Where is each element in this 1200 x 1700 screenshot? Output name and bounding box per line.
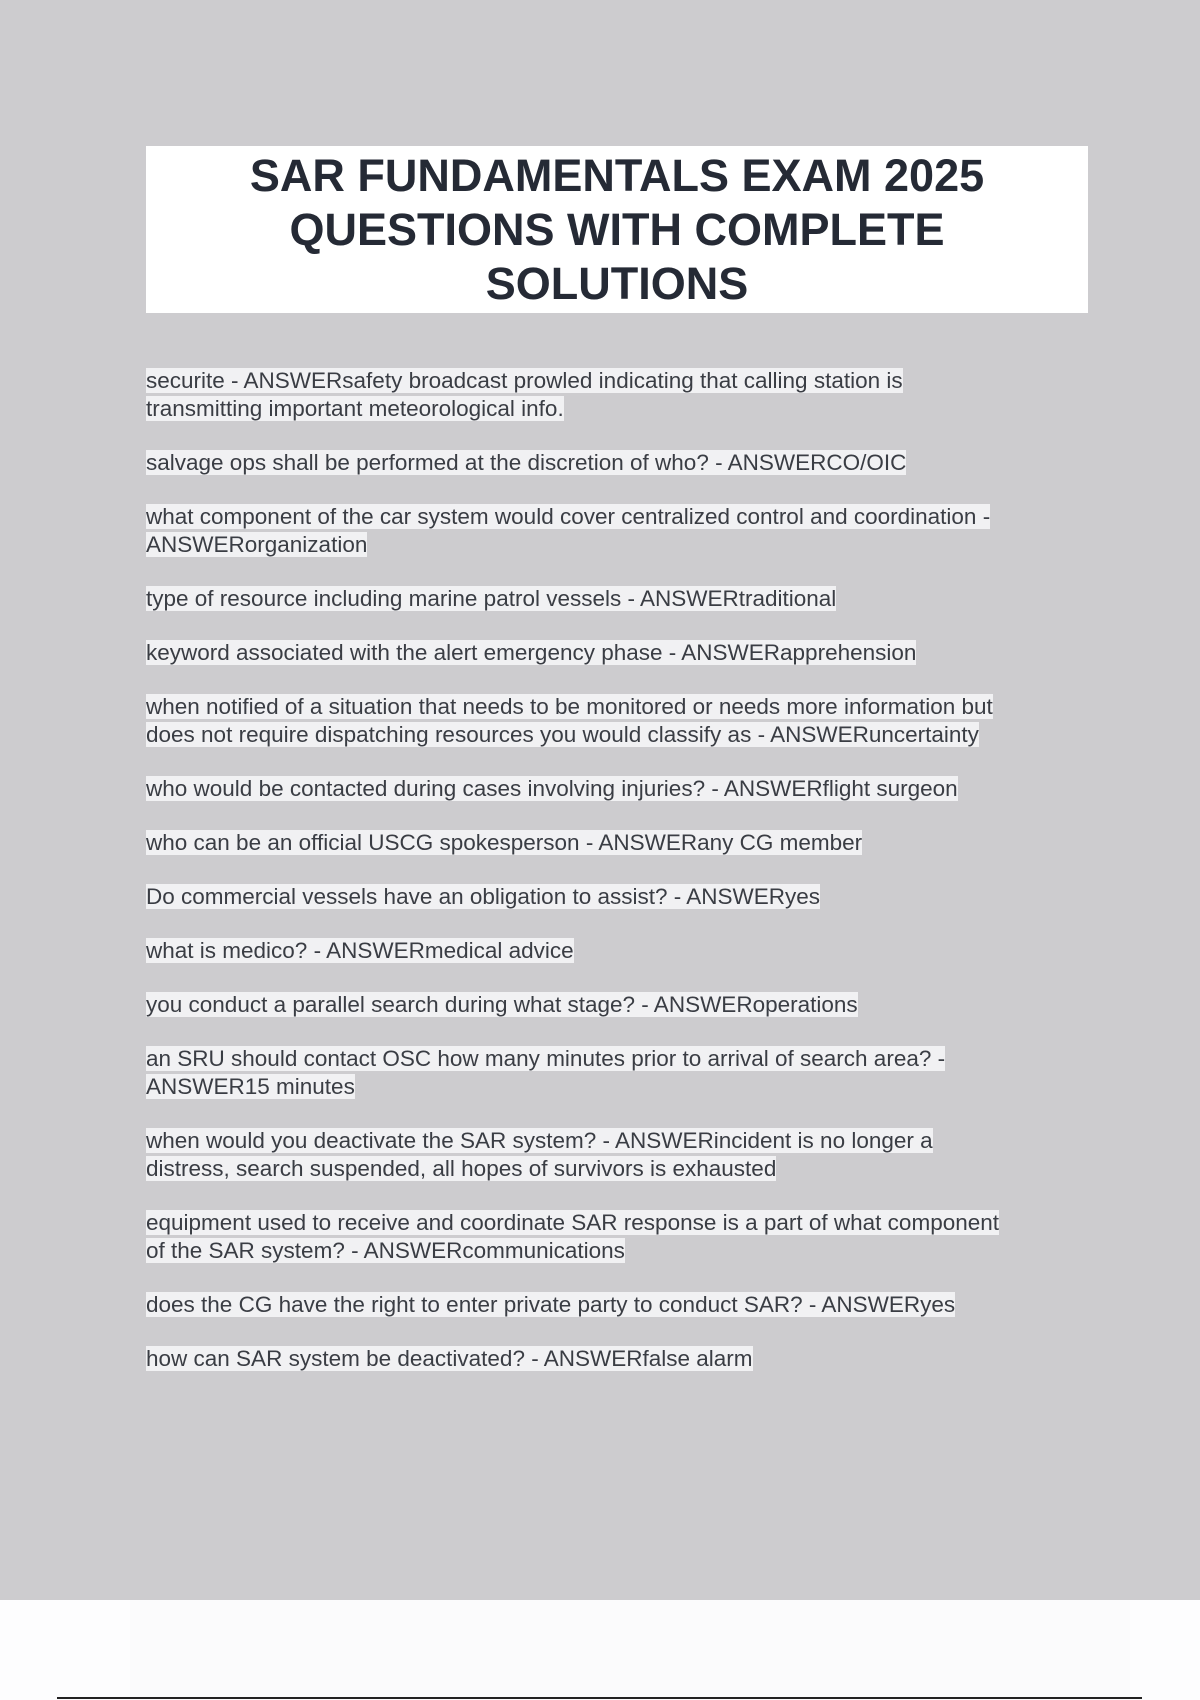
qa-item xyxy=(146,991,1066,1019)
qa-item xyxy=(146,585,1066,613)
qa-line: how can SAR system be deactivated? - ANSWERfalse alarm xyxy=(146,1346,753,1371)
qa-item xyxy=(146,367,1066,423)
qa-line: what is medico? - ANSWERmedical advice xyxy=(146,938,574,963)
qa-line: what component of the car system would cover centralized control and coordination - xyxy=(146,504,991,529)
title-line: SOLUTIONS xyxy=(485,257,749,309)
qa-item xyxy=(146,1291,1066,1319)
qa-line: when would you deactivate the SAR system? - ANSWERincident is no longer a xyxy=(146,1128,933,1153)
qa-line: an SRU should contact OSC how many minutes prior to arrival of search area? - xyxy=(146,1046,946,1071)
document-title xyxy=(146,146,1088,313)
qa-line: who would be contacted during cases involving injuries? - ANSWERflight surgeon xyxy=(146,776,958,801)
qa-line: transmitting important meteorological info. xyxy=(146,396,564,421)
footer-panel xyxy=(130,1600,1130,1700)
qa-item xyxy=(146,1209,1066,1265)
qa-line: Do commercial vessels have an obligation to assist? - ANSWERyes xyxy=(146,884,821,909)
qa-item xyxy=(146,775,1066,803)
qa-line: who can be an official USCG spokesperson - ANSWERany CG member xyxy=(146,830,863,855)
footer-divider xyxy=(57,1697,1142,1699)
qa-line: you conduct a parallel search during what stage? - ANSWERoperations xyxy=(146,992,858,1017)
qa-item xyxy=(146,937,1066,965)
qa-item xyxy=(146,639,1066,667)
qa-item xyxy=(146,693,1066,749)
title-line: SAR FUNDAMENTALS EXAM 2025 xyxy=(249,149,985,201)
qa-line: when notified of a situation that needs to be monitored or needs more information but xyxy=(146,694,993,719)
qa-line: does the CG have the right to enter private party to conduct SAR? - ANSWERyes xyxy=(146,1292,956,1317)
qa-line: type of resource including marine patrol vessels - ANSWERtraditional xyxy=(146,586,837,611)
qa-item xyxy=(146,449,1066,477)
qa-item xyxy=(146,1345,1066,1373)
qa-line: ANSWER15 minutes xyxy=(146,1074,355,1099)
qa-item xyxy=(146,1127,1066,1183)
qa-line: equipment used to receive and coordinate SAR response is a part of what component xyxy=(146,1210,1000,1235)
qa-line: of the SAR system? - ANSWERcommunications xyxy=(146,1238,625,1263)
qa-line: securite - ANSWERsafety broadcast prowled indicating that calling station is xyxy=(146,368,903,393)
qa-line: ANSWERorganization xyxy=(146,532,368,557)
qa-line: salvage ops shall be performed at the discretion of who? - ANSWERCO/OIC xyxy=(146,450,907,475)
qa-line: distress, search suspended, all hopes of survivors is exhausted xyxy=(146,1156,777,1181)
title-line: QUESTIONS WITH COMPLETE xyxy=(289,203,945,255)
qa-line: keyword associated with the alert emergency phase - ANSWERapprehension xyxy=(146,640,917,665)
qa-item xyxy=(146,829,1066,857)
qa-line: does not require dispatching resources you would classify as - ANSWERuncertainty xyxy=(146,722,979,747)
qa-item xyxy=(146,883,1066,911)
question-answer-list xyxy=(146,367,1066,1399)
qa-item xyxy=(146,503,1066,559)
qa-item xyxy=(146,1045,1066,1101)
page-footer-area xyxy=(0,1600,1200,1700)
